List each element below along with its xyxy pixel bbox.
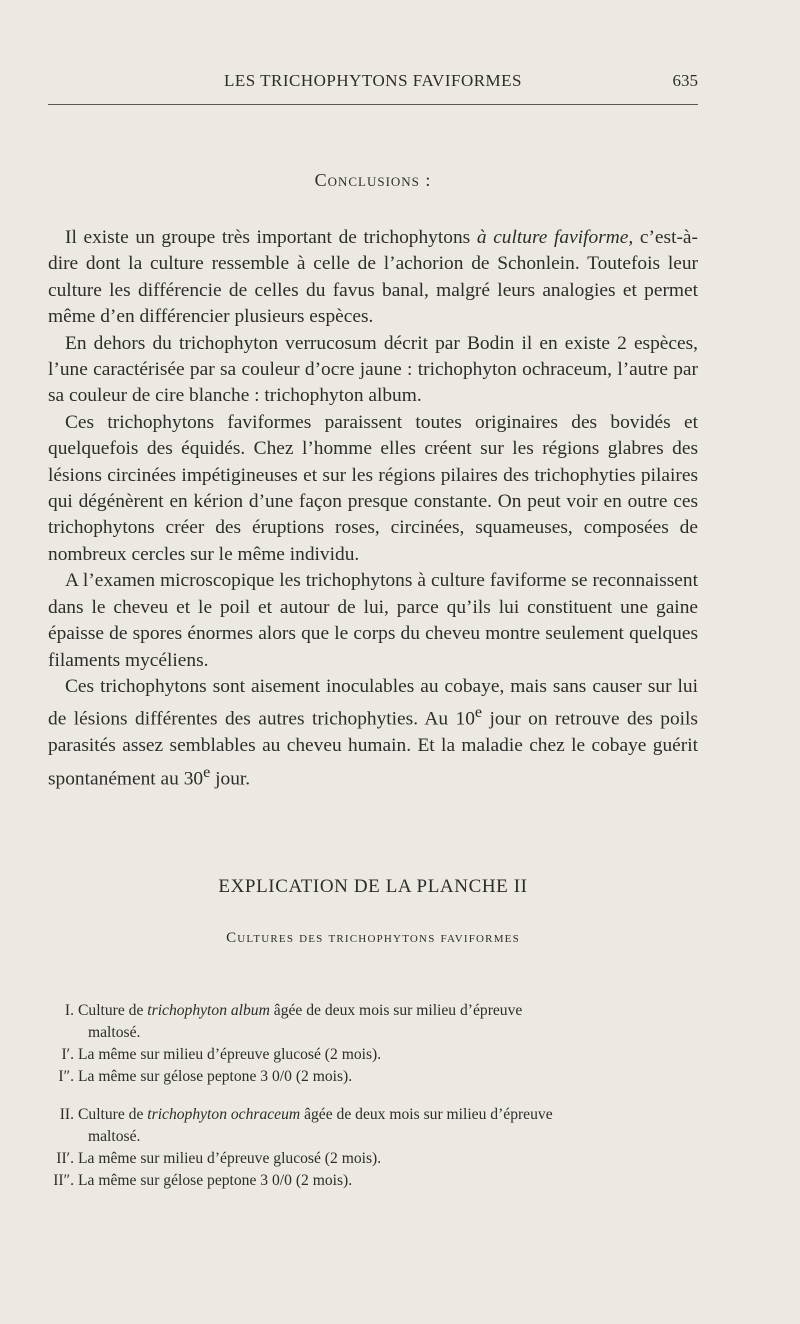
legend-text: La même sur milieu d’épreuve glucosé (2 mois). [78,1046,382,1063]
header-rule [48,104,698,105]
legend-item [30,1170,700,1192]
legend-text-part: Culture de [78,1002,148,1019]
legend-number: II. [59,1106,74,1123]
paragraph [48,674,698,793]
legend-number: II′. [56,1150,74,1167]
plate-subheading: Cultures des trichophytons faviformes [226,930,520,946]
legend-item [30,1044,700,1066]
legend-text [78,1000,700,1022]
conclusions-heading: Conclusions : [314,170,432,190]
paragraph-text: Il existe un groupe très important de trichophytons [65,227,477,248]
legend-group [30,1104,700,1192]
paragraph: Ces trichophytons faviformes paraissent toutes originaires des bovidés et quelquefois des équidés. Chez l’homme elles créent sur les régions glabres des lésions circinées impétigineuses et sur les régions pilaires des trichophyties pilaires qui dégénèrent en kérion d’une façon presque constante. On peut voir en outre ces trichophytons créer des éruptions roses, circinées, squameuses, composées de nombreux cercles sur le même individu. [48,411,698,565]
legend-text-part: Culture de [78,1106,148,1123]
legend-number: I′. [61,1046,74,1063]
legend-text: La même sur milieu d’épreuve glucosé (2 mois). [78,1150,382,1167]
legend-text-part: âgée de deux mois sur milieu d’épreuve [300,1106,553,1123]
paragraph: A l’examen microscopique les trichophytons à culture faviforme se reconnaissent dans le cheveu et le poil et autour de lui, parce qu’ils lui constituent une gaine épaisse de spores énormes alors que le corps du cheveu montre seulement quelques filaments mycéliens. [48,570,698,671]
italic-term: à culture faviforme, [476,227,634,248]
paragraph: En dehors du trichophyton verrucosum décrit par Bodin il en existe 2 espèces, l’une caractérisée par sa couleur d’ocre jaune : trichophyton ochraceum, l’autre par sa couleur de cire blanche : trichophyton album. [48,332,698,407]
legend-number: I″. [58,1068,74,1085]
legend-text [78,1104,700,1126]
legend-number: II″. [53,1172,74,1189]
italic-species: trichophyton ochraceum [147,1106,301,1123]
legend-item [30,1148,700,1170]
legend-continuation: maltosé. [88,1128,141,1145]
running-title: LES TRICHOPHYTONS FAVIFORMES [223,71,523,90]
italic-species: trichophyton album [147,1002,270,1019]
paragraph-text: c’est-à-dire dont la culture ressemble à celle de l’achorion de Schonlein. Toutefois leur culture les différencie de celles du favus banal, malgré leurs analogies et permet même d’en différencier plusieurs espèces. [48,227,698,328]
legend-item [30,1066,700,1088]
paragraph-text: Ces trichophytons sont aisement inoculables au cobaye, mais sans causer sur lui de lésions différentes des autres trichophyties. Au 10 [48,675,698,730]
legend-text: La même sur gélose peptone 3 0/0 (2 mois). [78,1068,353,1085]
conclusions-body [48,225,698,792]
legend-text-part: âgée de deux mois sur milieu d’épreuve [269,1002,523,1019]
paragraph-text: jour. [210,768,251,790]
superscript: e [474,704,483,722]
paragraph [48,225,698,331]
legend-number: I. [64,1002,74,1019]
legend-group [30,1000,700,1088]
plate-legend [30,1000,700,1208]
legend-text: La même sur gélose peptone 3 0/0 (2 mois). [78,1172,353,1189]
page-number: 635 [672,71,698,90]
running-header [48,66,698,96]
legend-continuation: maltosé. [88,1024,141,1041]
paragraph-text: jour on retrouve des poils parasités assez semblables au cheveu humain. Et la maladie chez le cobaye guérit spontanément au 30 [48,708,698,790]
legend-item [30,1000,700,1044]
plate-heading: EXPLICATION DE LA PLANCHE II [218,876,528,897]
legend-item [30,1104,700,1148]
superscript: e [203,763,211,781]
